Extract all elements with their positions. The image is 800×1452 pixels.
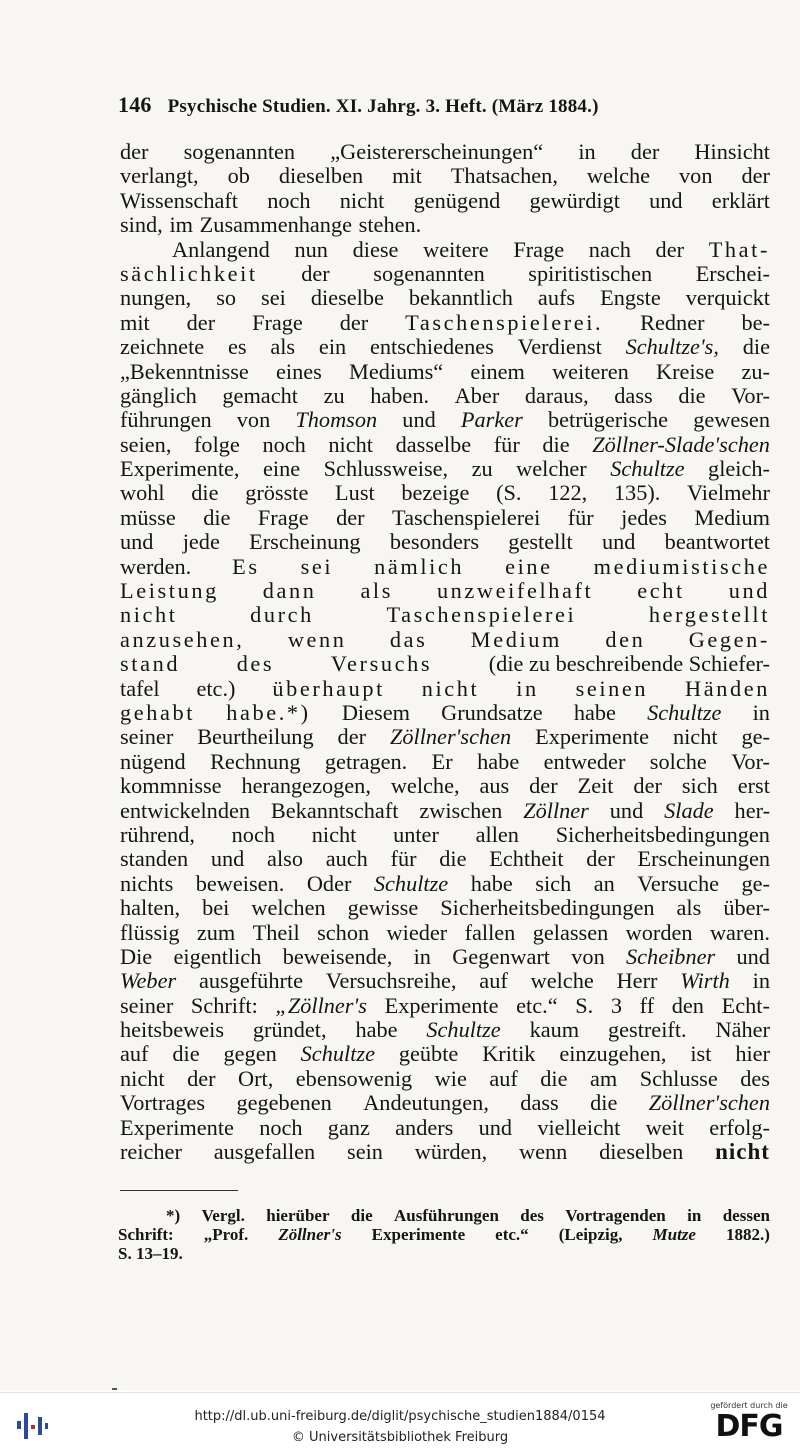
text-line: reicher ausgefallen sein würden, wenn dieselben nicht [120, 1139, 770, 1165]
text-line: nichts beweisen. Oder Schultze habe sich an Versuche ge- [120, 870, 770, 896]
page-header [118, 92, 768, 118]
text-line: führungen von Thomson und Parker betrügerische gewesen [120, 407, 770, 433]
viewer-footer [0, 1392, 800, 1452]
text-line: verlangt, ob dieselben mit Thatsachen, welche von der [120, 163, 770, 189]
text-line: mit der Frage der Taschenspielerei. Redner be- [120, 309, 770, 335]
text-line: zeichnete es als ein entschiedenes Verdienst Schultze's, die [120, 334, 770, 360]
permalink-url[interactable]: http://dl.ub.uni-freiburg.de/diglit/psychische_studien1884/0154 [194, 1409, 606, 1424]
running-title: Psychische Studien. XI. Jahrg. 3. Heft. (März 1884.) [167, 96, 599, 117]
text-line: müsse die Frage der Taschenspielerei für jedes Medium [120, 504, 770, 530]
text-line: wohl die grösste Lust bezeige (S. 122, 135). Vielmehr [120, 480, 770, 506]
text-line: entwickelnden Bekanntschaft zwischen Zöllner und Slade her- [120, 797, 770, 823]
text-line: seiner Schrift: „Zöllner's Experimente etc.“ S. 3 ff den Echt- [120, 992, 770, 1018]
text-line: Weber ausgeführte Versuchsreihe, auf welche Herr Wirth in [120, 968, 770, 994]
text-line: flüssig zum Theil schon wieder fallen gelassen worden waren. [120, 919, 770, 945]
text-line: heitsbeweis gründet, habe Schultze kaum gestreift. Näher [120, 1017, 770, 1043]
text-line: halten, bei welchen gewisse Sicherheitsbedingungen als über- [120, 895, 770, 921]
text-line: anzusehen, wenn das Medium den Gegen- [120, 626, 770, 652]
text-line: sächlichkeit der sogenannten spiritistischen Erschei- [120, 260, 770, 286]
text-line: „Bekenntnisse eines Mediums“ einem weiteren Kreise zu- [120, 358, 770, 384]
catchword: nicht [715, 1139, 770, 1165]
text-line: standen und also auch für die Echtheit der Erscheinungen [120, 846, 770, 872]
text-line: und jede Erscheinung besonders gestellt und beantwortet [120, 529, 770, 555]
text-line: Vortrages gegebenen Andeutungen, dass die Zöllner'schen [120, 1090, 770, 1116]
text-line: nicht durch Taschenspielerei hergestellt [120, 602, 770, 628]
text-line: nügend Rechnung getragen. Er habe entweder solche Vor- [120, 748, 770, 774]
text-line: gehabt habe.*) Diesem Grundsatze habe Schultze in [120, 699, 770, 725]
text-line: der sogenannten „Geistererscheinungen“ in der Hinsicht [120, 139, 770, 164]
copyright-notice: © Universitätsbibliothek Freiburg [291, 1430, 509, 1445]
text-line: Leistung dann als unzweifelhaft echt und [120, 578, 770, 604]
text-line: Die eigentlich beweisende, in Gegenwart von Scheibner und [120, 943, 770, 969]
footnote-rule [120, 1190, 238, 1191]
text-line: werden. Es sei nämlich eine mediumistische [120, 553, 770, 579]
scan-mark [112, 1388, 117, 1390]
page-number: 146 [118, 92, 152, 117]
text-line: seien, folge noch nicht dasselbe für die Zöllner-Slade'schen [120, 431, 770, 457]
text-line: Experimente noch ganz anders und vielleicht weit erfolg- [120, 1114, 770, 1140]
dfg-funding-text: gefördert durch die [710, 1401, 788, 1410]
text-line: sind, im Zusammenhange stehen. [120, 212, 422, 238]
body-text [120, 140, 770, 1164]
dfg-logo [708, 1401, 790, 1447]
footnote-line: Schrift: „Prof. Zöllner's Experimente etc.“ (Leipzig, Mutze 1882.) [118, 1225, 770, 1244]
footnote-line: S. 13–19. [118, 1244, 183, 1263]
text-line: tafel etc.) überhaupt nicht in seinen Händen [120, 675, 770, 701]
text-line: seiner Beurtheilung der Zöllner'schen Experimente nicht ge- [120, 724, 770, 750]
footnote-line: *) Vergl. hierüber die Ausführungen des Vortragenden in dessen [166, 1206, 770, 1225]
text-line: nicht der Ort, ebensowenig wie auf die am Schlusse des [120, 1065, 770, 1091]
text-line: kommnisse herangezogen, welche, aus der Zeit der sich erst [120, 773, 770, 799]
dfg-logo-text: DFG [715, 1409, 783, 1444]
footnote [118, 1206, 770, 1263]
text-line: gänglich gemacht zu haben. Aber daraus, dass die Vor- [120, 382, 770, 408]
text-line: rührend, noch nicht unter allen Sicherheitsbedingungen [120, 821, 770, 847]
text-line: Anlangend nun diese weitere Frage nach der That- [172, 236, 770, 262]
text-line: nungen, so sei dieselbe bekanntlich aufs Engste verquickt [120, 285, 770, 311]
text-line: Wissenschaft noch nicht genügend gewürdigt und erklärt [120, 187, 770, 213]
text-line: stand des Versuchs (die zu beschreibende Schiefer- [120, 651, 770, 677]
text-line: auf die gegen Schultze geübte Kritik einzugehen, ist hier [120, 1041, 770, 1067]
text-line: Experimente, eine Schlussweise, zu welcher Schultze gleich- [120, 456, 770, 482]
